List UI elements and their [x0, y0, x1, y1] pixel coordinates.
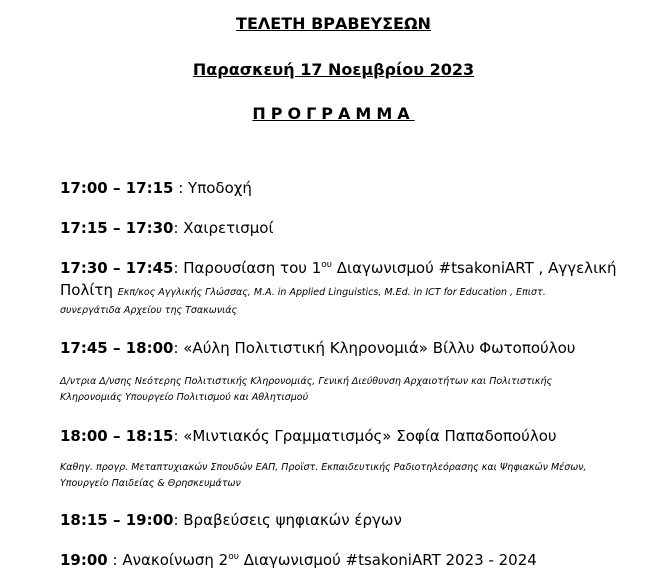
- entry-time: 18:15 – 19:00: [60, 511, 174, 529]
- program-heading: ΠΡΟΓΡΑΜΜΑ: [252, 104, 415, 123]
- entry-text: : Ανακοίνωση 2: [107, 551, 229, 569]
- entry-line: [60, 258, 660, 278]
- speaker-description: Δ/ντρια Δ/νσης Νεότερης Πολιτιστικής Κληρονομιάς, Γενική Διεύθυνση Αρχαιοτήτων και Πολιτιστικής: [60, 376, 553, 387]
- entry-line: [60, 550, 660, 570]
- document-title: ΤΕΛΕΤΗ ΒΡΑΒΕΥΣΕΩΝ: [236, 14, 431, 33]
- entry-time: 19:00: [60, 551, 108, 569]
- entry-text-continued: Διαγωνισμού #tsakoniART 2023 - 2024: [238, 551, 537, 569]
- schedule-entry: [60, 338, 660, 406]
- schedule-entry: [60, 178, 660, 198]
- entry-text: : Χαιρετισμοί: [173, 219, 274, 237]
- entry-text: : Βραβεύσεις ψηφιακών έργων: [173, 511, 402, 529]
- entry-text: : Υποδοχή: [173, 179, 252, 197]
- ordinal-superscript: ου: [228, 552, 239, 562]
- event-date: Παρασκευή 17 Νοεμβρίου 2023: [192, 60, 475, 79]
- schedule-entry: [60, 550, 660, 570]
- schedule-entry: [60, 426, 660, 492]
- entry-text: : «Αύλη Πολιτιστική Κληρονομιά» Βίλλυ Φωτοπούλου: [173, 339, 576, 357]
- speaker-description-continued: Υπουργείο Παιδείας & Θρησκευμάτων: [60, 478, 241, 489]
- entry-text-continued: Διαγωνισμού #tsakoniART , Αγγελική: [331, 259, 617, 277]
- entry-line: [60, 178, 660, 198]
- schedule-entry: [60, 218, 660, 238]
- entry-time: 18:00 – 18:15: [60, 427, 174, 445]
- entry-line: [60, 510, 660, 530]
- entry-text: : «Μιντιακός Γραμματισμός» Σοφία Παπαδοπούλου: [173, 427, 557, 445]
- entry-time: 17:15 – 17:30: [60, 219, 174, 237]
- entry-time: 17:45 – 18:00: [60, 339, 174, 357]
- entry-text: : Παρουσίαση του 1: [173, 259, 322, 277]
- ordinal-superscript: ου: [321, 260, 332, 270]
- entry-line: [60, 338, 660, 358]
- entry-line: [60, 218, 660, 238]
- schedule-entry: [60, 258, 660, 319]
- speaker-description-continued: συνεργάτιδα Αρχείου της Τσακωνιάς: [60, 305, 238, 316]
- entry-line-2: [60, 280, 660, 303]
- speaker-description-continued: Κληρονομιάς Υπουργείο Πολιτισμού και Αθλητισμού: [60, 392, 309, 403]
- entry-line: [60, 426, 660, 446]
- entry-time: 17:30 – 17:45: [60, 259, 174, 277]
- speaker-description: Εκπ/κος Αγγλικής Γλώσσας, M.A. in Applied Linguistics, M.Ed. in ICT for Education , Επιστ.: [117, 287, 546, 298]
- schedule-entry: [60, 510, 660, 530]
- entry-time: 17:00 – 17:15: [60, 179, 174, 197]
- speaker-description: Καθηγ. προγρ. Μεταπτυχιακών Σπουδών ΕΑΠ, Προϊστ. Εκπαιδευτικής Ραδιοτηλεόρασης και Ψηφιακών Μέσων,: [60, 462, 587, 473]
- speaker-name: Πολίτη: [60, 281, 113, 299]
